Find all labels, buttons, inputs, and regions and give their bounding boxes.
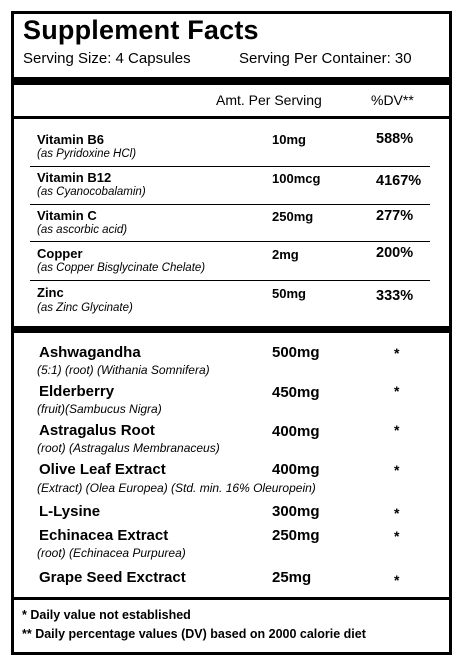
nutrient-source: (as Copper Bisglycinate Chelate) <box>37 262 206 274</box>
nutrient-dv: 333% <box>376 288 414 304</box>
nutrient-amount: 100mcg <box>272 171 321 186</box>
page-title: Supplement Facts <box>23 15 259 45</box>
nutrient-name: Vitamin B12 <box>37 170 112 185</box>
ingredient-amount: 250mg <box>272 527 320 544</box>
nutrient-name: Vitamin B6 <box>37 132 104 147</box>
ingredient-dv: * <box>394 383 400 399</box>
medium-rule-bottom <box>11 597 452 600</box>
nutrient-source: (as Zinc Glycinate) <box>37 302 133 314</box>
vitamins-divider <box>30 241 430 242</box>
nutrient-name: Zinc <box>37 285 64 300</box>
ingredient-amount: 450mg <box>272 384 320 401</box>
ingredient-amount: 400mg <box>272 423 320 440</box>
nutrient-amount: 250mg <box>272 209 314 224</box>
ingredient-source: (Extract) (Olea Europea) (Std. min. 16% Oleuropein) <box>37 481 316 495</box>
nutrient-dv: 588% <box>376 131 414 147</box>
header-percent-dv: %DV** <box>371 92 414 108</box>
ingredient-name: Elderberry <box>39 383 115 400</box>
nutrient-name: Vitamin C <box>37 208 97 223</box>
vitamins-divider <box>30 204 430 205</box>
nutrient-amount: 2mg <box>272 247 299 262</box>
ingredient-amount: 500mg <box>272 344 320 361</box>
ingredient-dv: * <box>394 345 400 361</box>
ingredient-name: Astragalus Root <box>39 422 155 439</box>
ingredient-source: (root) (Astragalus Membranaceus) <box>37 441 220 455</box>
vitamins-divider <box>30 166 430 167</box>
nutrient-dv: 200% <box>376 245 414 261</box>
nutrient-source: (as Pyridoxine HCl) <box>37 148 137 160</box>
ingredient-name: Olive Leaf Extract <box>39 461 166 478</box>
ingredient-dv: * <box>394 572 400 588</box>
ingredient-amount: 400mg <box>272 461 320 478</box>
ingredient-amount: 300mg <box>272 503 320 520</box>
nutrient-dv: 4167% <box>376 173 422 189</box>
nutrient-amount: 50mg <box>272 286 306 301</box>
ingredient-source: (fruit)(Sambucus Nigra) <box>37 402 162 416</box>
nutrient-source: (as Cyanocobalamin) <box>37 186 146 198</box>
nutrient-amount: 10mg <box>272 132 306 147</box>
ingredient-name: L-Lysine <box>39 503 101 520</box>
footnote-daily-value: * Daily value not established <box>22 608 191 622</box>
ingredient-dv: * <box>394 422 400 438</box>
nutrient-name: Copper <box>37 246 83 261</box>
medium-rule-header <box>11 116 452 119</box>
ingredient-dv: * <box>394 462 400 478</box>
nutrient-dv: 277% <box>376 208 414 224</box>
footnote-dv-basis: ** Daily percentage values (DV) based on 2000 calorie diet <box>22 627 366 641</box>
header-amount-per-serving: Amt. Per Serving <box>216 92 322 108</box>
servings-per-container: Serving Per Container: 30 <box>239 50 412 67</box>
ingredient-name: Grape Seed Exctract <box>39 569 186 586</box>
ingredient-dv: * <box>394 505 400 521</box>
ingredient-dv: * <box>394 528 400 544</box>
ingredient-amount: 25mg <box>272 569 312 586</box>
ingredient-name: Ashwagandha <box>39 344 141 361</box>
ingredient-source: (5:1) (root) (Withania Somnifera) <box>37 363 210 377</box>
serving-size: Serving Size: 4 Capsules <box>23 50 191 67</box>
thick-rule-middle <box>11 326 452 333</box>
thick-rule-top <box>11 77 452 85</box>
ingredient-source: (root) (Echinacea Purpurea) <box>37 546 186 560</box>
vitamins-divider <box>30 280 430 281</box>
ingredient-name: Echinacea Extract <box>39 527 169 544</box>
nutrient-source: (as ascorbic acid) <box>37 224 128 236</box>
